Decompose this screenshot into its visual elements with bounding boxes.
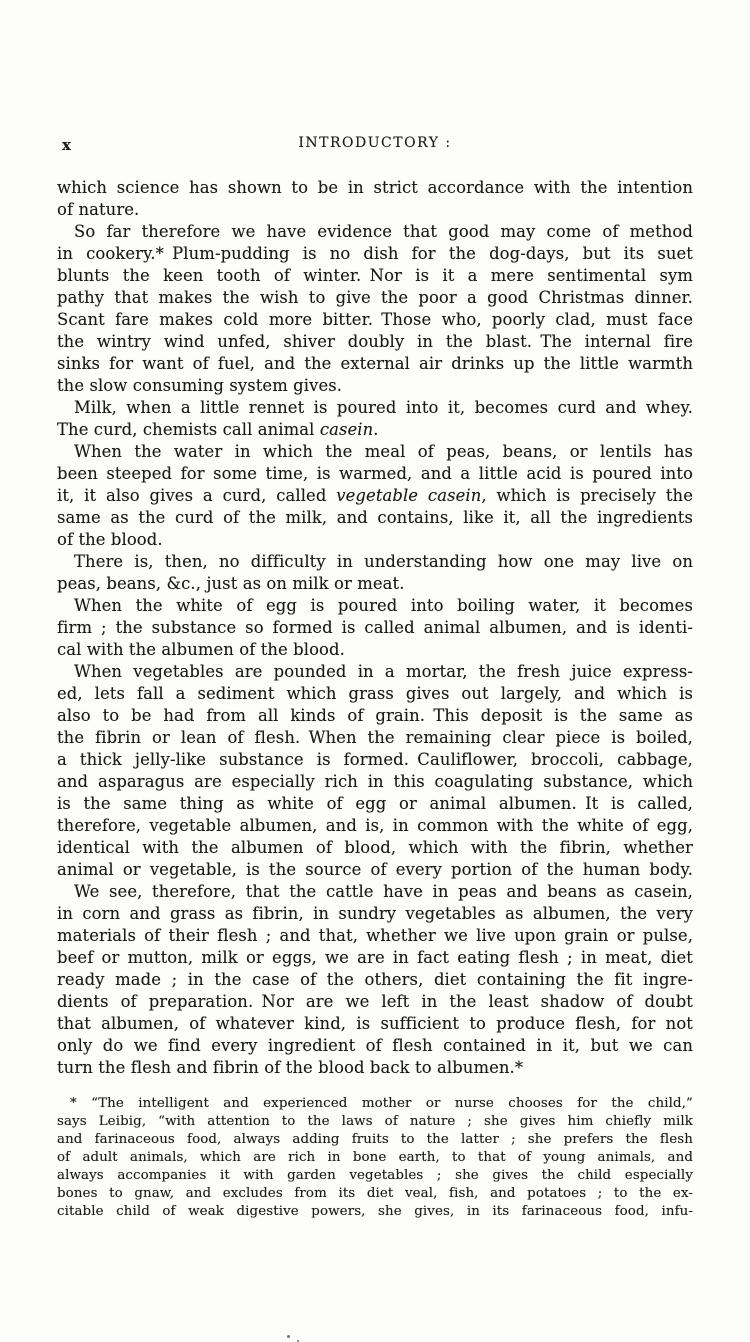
text-line: * “The intelligent and experienced mother or nurse chooses for the child,”	[70, 1096, 693, 1111]
text-line: says Leibig, “with attention to the laws of nature ; she gives him chiefly milk	[57, 1114, 693, 1129]
text-line: ready made ; in the case of the others, diet containing the fit ingre-	[57, 970, 693, 989]
paragraph	[57, 221, 693, 397]
italic-term: casein	[319, 420, 374, 439]
text-line: that albumen, of whatever kind, is sufficient to produce flesh, for not	[57, 1014, 693, 1033]
running-header	[57, 135, 693, 155]
text-line: of the blood.	[57, 530, 163, 549]
text-line: always accompanies it with garden vegetables ; she gives the child especially	[57, 1168, 693, 1183]
text-line: been steeped for some time, is warmed, and a little acid is poured into	[57, 464, 693, 483]
text-segment: .	[373, 420, 379, 439]
text-line: dients of preparation. Nor are we left in the least shadow of doubt	[57, 992, 693, 1011]
text-line: When the white of egg is poured into boiling water, it becomes	[74, 596, 693, 615]
text-line: in cookery.* Plum-pudding is no dish for the dog-days, but its suet	[57, 244, 693, 263]
text-line: turn the flesh and fibrin of the blood back to albumen.*	[57, 1058, 524, 1077]
paragraph	[57, 661, 693, 881]
page-number: x	[62, 136, 71, 154]
paragraph	[57, 881, 693, 1079]
text-line: is the same thing as white of egg or animal albumen. It is called,	[57, 794, 693, 813]
text-line: When vegetables are pounded in a mortar, the fresh juice express-	[74, 662, 693, 681]
text-line: ed, lets fall a sediment which grass gives out largely, and which is	[57, 684, 693, 703]
text-line: So far therefore we have evidence that good may come of method	[74, 222, 693, 241]
text-line: Scant fare makes cold more bitter. Those who, poorly clad, must face	[57, 310, 693, 329]
text-line: a thick jelly-like substance is formed. Cauliflower, broccoli, cabbage,	[57, 750, 693, 769]
text-line: bones to gnaw, and excludes from its diet veal, fish, and potatoes ; to the ex-	[57, 1186, 693, 1201]
text-line: materials of their flesh ; and that, whether we live upon grain or pulse,	[57, 926, 693, 945]
paragraph	[57, 595, 693, 661]
paragraph	[57, 397, 693, 441]
text-line: blunts the keen tooth of winter. Nor is it a mere sentimental sym	[57, 266, 693, 285]
text-line: cal with the albumen of the blood.	[57, 640, 345, 659]
text-line: There is, then, no difficulty in understanding how one may live on	[74, 552, 693, 571]
italic-term: vegetable casein	[336, 486, 482, 505]
footnote	[57, 1095, 693, 1221]
text-line: animal or vegetable, is the source of every portion of the human body.	[57, 860, 693, 879]
text-line: and farinaceous food, always adding fruits to the latter ; she prefers the flesh	[57, 1132, 693, 1147]
text-line: same as the curd of the milk, and contains, like it, all the ingredients	[57, 508, 693, 527]
running-title: INTRODUCTORY :	[298, 135, 452, 151]
text-segment: , which is precisely the	[481, 486, 693, 505]
text-line: also to be had from all kinds of grain. This deposit is the same as	[57, 706, 693, 725]
text-line: We see, therefore, that the cattle have in peas and beans as casein,	[74, 882, 693, 901]
text-line: citable child of weak digestive powers, she gives, in its farinaceous food, infu-	[57, 1204, 693, 1219]
text-line: of nature.	[57, 200, 140, 219]
text-line: the wintry wind unfed, shiver doubly in the blast. The internal fire	[57, 332, 693, 351]
text-line	[57, 485, 693, 507]
scan-speck	[287, 1335, 290, 1338]
text-line: the fibrin or lean of flesh. When the remaining clear piece is boiled,	[57, 728, 693, 747]
text-line: only do we find every ingredient of flesh contained in it, but we can	[57, 1036, 693, 1055]
text-line: which science has shown to be in strict accordance with the intention	[57, 178, 693, 197]
paragraph	[57, 441, 693, 551]
text-line: beef or mutton, milk or eggs, we are in fact eating flesh ; in meat, diet	[57, 948, 693, 967]
text-segment: it, it also gives a curd, called	[57, 486, 337, 505]
paragraph	[57, 551, 693, 595]
text-line: of adult animals, which are rich in bone earth, to that of young animals, and	[57, 1150, 693, 1165]
text-line: in corn and grass as fibrin, in sundry vegetables as albumen, the very	[57, 904, 693, 923]
paragraph	[57, 177, 693, 221]
text-line: Milk, when a little rennet is poured into it, becomes curd and whey.	[74, 398, 693, 417]
text-line: When the water in which the meal of peas, beans, or lentils has	[74, 442, 693, 461]
text-line: peas, beans, &c., just as on milk or meat.	[57, 574, 405, 593]
text-line: identical with the albumen of blood, which with the fibrin, whether	[57, 838, 693, 857]
text-line: and asparagus are especially rich in this coagulating substance, which	[57, 772, 693, 791]
text-line: firm ; the substance so formed is called animal albumen, and is identi-	[57, 618, 693, 637]
body-text	[57, 177, 693, 1079]
text-segment: The curd, chemists call animal	[57, 420, 320, 439]
text-line	[57, 419, 693, 441]
text-line: therefore, vegetable albumen, and is, in common with the white of egg,	[57, 816, 693, 835]
text-line: the slow consuming system gives.	[57, 376, 343, 395]
text-line: pathy that makes the wish to give the poor a good Christmas dinner.	[57, 288, 693, 307]
text-line: sinks for want of fuel, and the external air drinks up the little warmth	[57, 354, 693, 373]
